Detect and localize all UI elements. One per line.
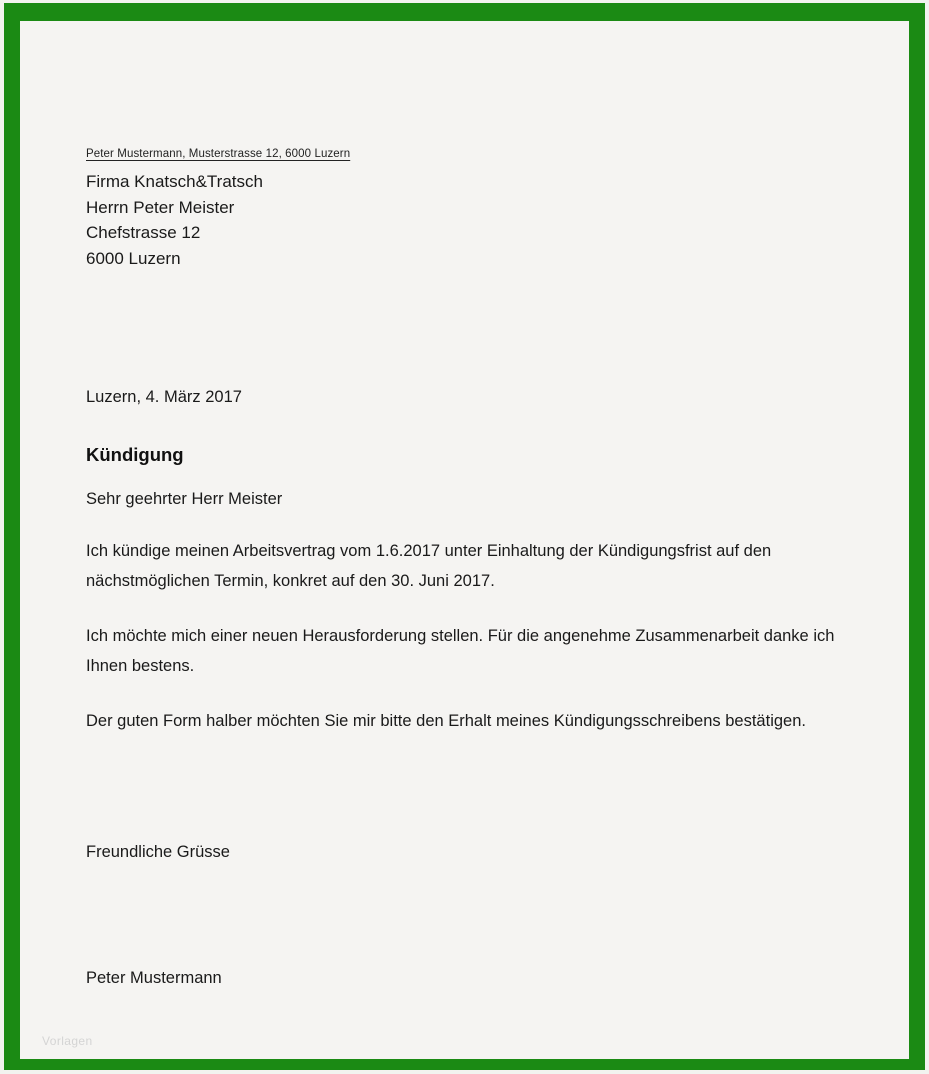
body-paragraph: Der guten Form halber möchten Sie mir bitte den Erhalt meines Kündigungsschreibens bestätigen. (86, 712, 806, 730)
recipient-line-street: Chefstrasse 12 (86, 223, 201, 242)
watermark: Vorlagen (42, 1034, 93, 1048)
subject-heading: Kündigung (86, 444, 184, 465)
date-line: Luzern, 4. März 2017 (86, 388, 242, 406)
sender-address-line: Peter Mustermann, Musterstrasse 12, 6000 Luzern (86, 148, 351, 160)
letter-body (86, 537, 858, 737)
salutation: Sehr geehrter Herr Meister (86, 490, 283, 508)
recipient-line-person: Herrn Peter Meister (86, 197, 235, 217)
closing-greeting: Freundliche Grüsse (86, 843, 230, 861)
recipient-line-company: Firma Knatsch&Tratsch (86, 172, 263, 191)
letter-sheet (20, 21, 909, 1059)
body-paragraph: Ich möchte mich einer neuen Herausforderung stellen. Für die angenehme Zusammenarbeit danke ich Ihnen bestens. (86, 627, 835, 675)
signature-name: Peter Mustermann (86, 969, 222, 987)
recipient-address-block (86, 169, 263, 271)
green-border (4, 3, 925, 1070)
body-paragraph: Ich kündige meinen Arbeitsvertrag vom 1.6.2017 unter Einhaltung der Kündigungsfrist auf den nächstmöglichen Termin, konkret auf den 30. Juni 2017. (86, 542, 772, 590)
letter-content (86, 21, 858, 1059)
recipient-line-city: 6000 Luzern (86, 248, 181, 268)
